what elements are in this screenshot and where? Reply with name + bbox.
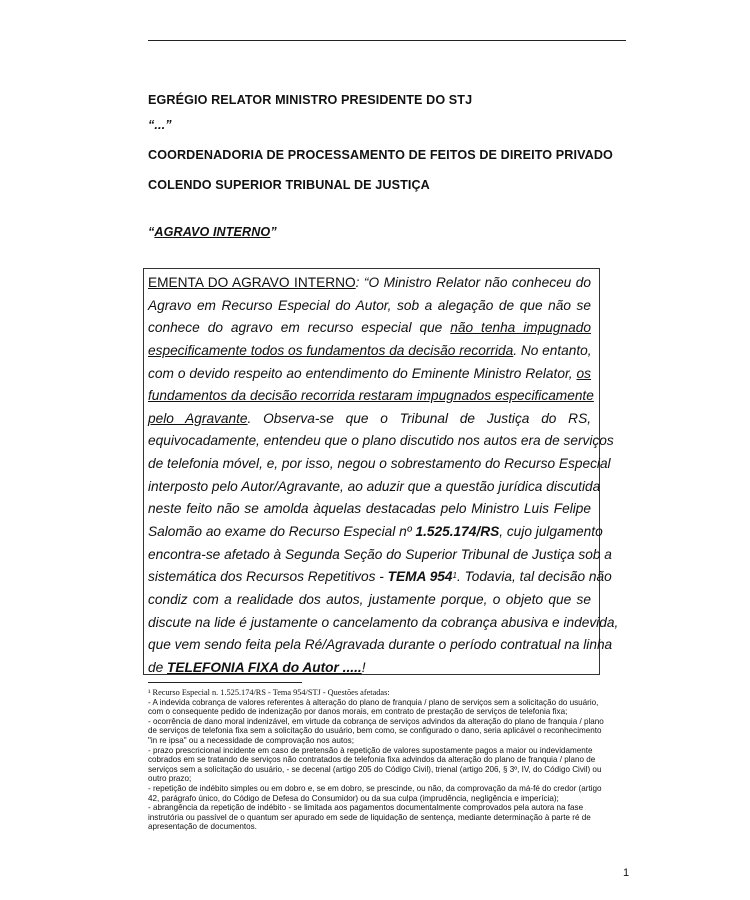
coordination-line: COORDENADORIA DE PROCESSAMENTO DE FEITOS DE DIREITO PRIVADO bbox=[148, 148, 613, 162]
ementa-line: sistemática dos Recursos Repetitivos - TEMA $954^1$. Todavia, tal decisão não bbox=[148, 569, 612, 585]
footnote-line: - repetição de indébito simples ou em dobro e, se em dobro, se prescinde, ou não, da comprovação da má-fé do credor (artigo bbox=[148, 783, 602, 793]
ementa-line: de TELEFONIA FIXA do Autor .....! bbox=[148, 659, 366, 675]
ementa-line: equivocadamente, entendeu que o plano discutido nos autos era de serviços bbox=[148, 433, 614, 449]
footnote-line: outro prazo; bbox=[148, 774, 192, 784]
ementa-line: neste feito não se amolda àquelas destacadas pelo Ministro Luis Felipe bbox=[148, 501, 591, 517]
footnote-line: 42, parágrafo único, do Código de Defesa do Consumidor) ou da sua culpa (imprudência, negligência e imperícia); bbox=[148, 793, 559, 803]
ementa-line: discute na lide é justamente o cancelamento da cobrança abusiva e indevida, bbox=[148, 614, 619, 630]
footnote-reference: ¹ Recurso Especial n. 1.525.174/RS - Tema 954/STJ - Questões afetadas: bbox=[148, 688, 390, 697]
footnote-line: de serviços de telefonia fixa sem a solicitação do usuário, bem como, se configurado o dano, seria aplicável o reconhecimento bbox=[148, 726, 602, 736]
ementa-line: conhece do agravo em recurso especial que não tenha impugnado bbox=[148, 320, 591, 336]
footnote-line: - prazo prescricional incidente em caso de pretensão à repetição de valores supostamente pagos a maior ou indevidamente bbox=[148, 745, 593, 755]
document-title: “AGRAVO INTERNO” bbox=[148, 225, 277, 239]
ellipsis-line: “...” bbox=[148, 118, 172, 132]
footnote-divider bbox=[148, 682, 302, 683]
ementa-line: Agravo em Recurso Especial do Autor, sob a alegação de que não se bbox=[148, 297, 591, 313]
footnote-line: - abrangência da repetição de indébito - se limitada aos pagamentos documentalmente comprovados pela autora na fase bbox=[148, 803, 584, 813]
footnote-marker: 1 bbox=[452, 571, 457, 581]
footnote-line: com o consequente pedido de indenização por danos morais, em contrato de prestação de serviços de telefonia fixa; bbox=[148, 707, 568, 717]
addressee-line: EGRÉGIO RELATOR MINISTRO PRESIDENTE DO STJ bbox=[148, 93, 473, 107]
ementa-line: EMENTA DO AGRAVO INTERNO: “O Ministro Relator não conheceu do bbox=[148, 275, 591, 290]
footnote-line: - A indevida cobrança de valores referentes à alteração do plano de franquia / plano de serviços sem a solicitação do usuário, bbox=[148, 697, 599, 707]
footnote-line: instrutória ou passível de o quantum ser apurado em sede de liquidação de sentença, mediante determinação à parte ré de bbox=[148, 812, 591, 822]
ementa-line: interposto pelo Autor/Agravante, ao aduzir que a questão jurídica discutida bbox=[148, 478, 601, 494]
ementa-line: de telefonia móvel, e, por isso, negou o sobrestamento do Recurso Especial bbox=[148, 456, 611, 472]
footnote-line: cobrados em se tratando de serviços não contratados de telefonia fixa advindos da alteração do plano de franquia / plano de bbox=[148, 755, 596, 765]
court-line: COLENDO SUPERIOR TRIBUNAL DE JUSTIÇA bbox=[148, 178, 430, 192]
ementa-line: especificamente todos os fundamentos da decisão recorrida. No entanto, bbox=[148, 342, 592, 358]
top-divider bbox=[148, 40, 626, 41]
footnote-line: apresentação de documentos. bbox=[148, 822, 257, 832]
footnote bbox=[148, 688, 638, 832]
ementa-line: Salomão ao exame do Recurso Especial nº 1.525.174/RS, cujo julgamento bbox=[148, 524, 603, 540]
ementa-line: fundamentos da decisão recorrida restaram impugnados especificamente bbox=[148, 388, 594, 404]
page-number: 1 bbox=[623, 867, 630, 879]
ementa-line: que vem sendo feita pela Ré/Agravada durante o período contratual na linha bbox=[148, 637, 613, 653]
ementa-line: pelo Agravante. Observa-se que o Tribunal de Justiça do RS, bbox=[148, 410, 592, 426]
ementa-line: condiz com a realidade dos autos, justamente porque, o objeto que se bbox=[148, 591, 591, 607]
ementa-line: com o devido respeito ao entendimento do Eminente Ministro Relator, os bbox=[148, 365, 591, 381]
footnote-line: - ocorrência de dano moral indenizável, em virtude da cobrança de serviços advindos da alteração do plano de franquia / plano bbox=[148, 716, 604, 726]
footnote-line: serviços sem a solicitação do usuário, - se decenal (artigo 205 do Código Civil), trienal (artigo 206, § 3º, IV, do Código Civil) ou bbox=[148, 764, 602, 774]
footnote-line: "in re ipsa" ou a necessidade de comprovação nos autos; bbox=[148, 735, 354, 745]
ementa-paragraph bbox=[148, 272, 619, 680]
ementa-line: encontra-se afetado à Segunda Seção do Superior Tribunal de Justiça sob a bbox=[148, 546, 612, 562]
